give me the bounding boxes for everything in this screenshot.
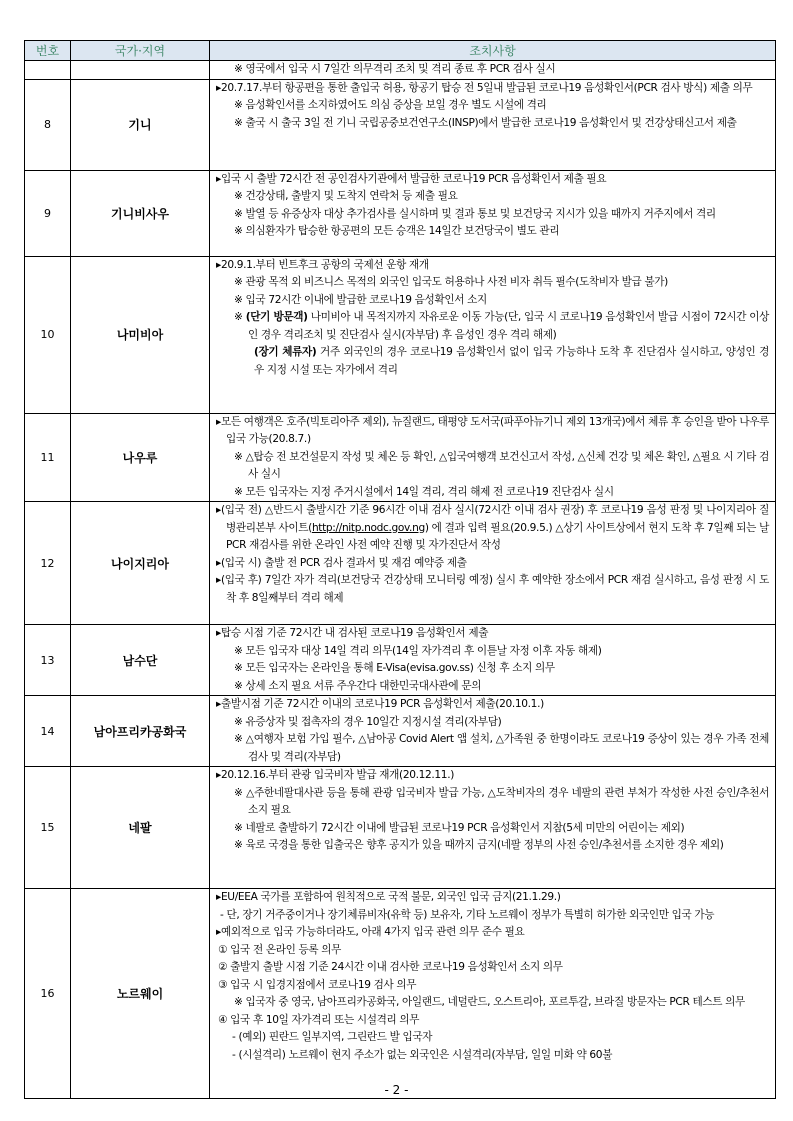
- empty-cell: [71, 61, 210, 80]
- measure-line: [216, 115, 769, 133]
- measure-line: [216, 80, 769, 98]
- measure-text: 나미비아 내 목적지까지 자유로운 이동 가능(단, 입국 시 코로나19 음성확인서 발급 시점이 72시간 이상인 경우 격리조치 및 진단검사 실시(자부담) 후 음성인 경우 격리 해제): [248, 311, 770, 341]
- measure-line: [216, 502, 769, 555]
- measure-text: ※ 입국자 중 영국, 남아프리카공화국, 아일랜드, 네덜란드, 오스트리아, 포르투갈, 브라질 방문자는 PCR 테스트 의무: [234, 996, 745, 1008]
- measure-line: [216, 820, 769, 838]
- table-row: [25, 502, 776, 625]
- measure-text: ※ 유증상자 및 접촉자의 경우 10일간 지정시설 격리(자부담): [234, 715, 502, 728]
- row-number: 15: [25, 767, 71, 889]
- measure-line: [216, 188, 769, 206]
- table-row: [25, 170, 776, 256]
- measure-text: ※ △주한네팔대사관 등을 통해 관광 입국비자 발급 가능, △도착비자의 경우 네팔의 관련 부처가 작성한 사전 승인/추천서 소지 필요: [234, 786, 769, 816]
- measure-text: ▸모든 여행객은 호주(빅토리아주 제외), 뉴질랜드, 태평양 도서국(파푸아뉴기니 제외 13개국)에서 체류 후 승인을 받아 나우루 입국 가능(20.8.7.): [216, 415, 769, 445]
- row-number: 9: [25, 170, 71, 256]
- page-number: - 2 -: [384, 1083, 409, 1097]
- table-header-row: [25, 41, 776, 61]
- measure-line: [216, 924, 769, 942]
- measure-line: [216, 206, 769, 224]
- measure-line: [216, 223, 769, 241]
- measures-cell: [210, 61, 776, 80]
- table-row: [25, 256, 776, 413]
- table-row-continued: [25, 61, 776, 80]
- header-country: 국가·지역: [71, 41, 210, 61]
- measure-line: [216, 1047, 769, 1065]
- row-number: 14: [25, 696, 71, 767]
- measure-link[interactable]: http://nitp.nodc.gov.ng: [311, 521, 425, 534]
- measure-line: [216, 309, 769, 344]
- measures-table: [24, 40, 776, 1099]
- measure-line: [216, 959, 769, 977]
- table-row: [25, 625, 776, 696]
- measures-cell: [210, 889, 776, 1099]
- measure-line: [216, 994, 769, 1012]
- measure-text: ※ 음성확인서를 소지하였어도 의심 증상을 보일 경우 별도 시설에 격리: [234, 99, 547, 111]
- country-name: 나미비아: [71, 256, 210, 413]
- measure-line: [216, 61, 769, 79]
- table-row: [25, 767, 776, 889]
- measure-line: [216, 1012, 769, 1030]
- country-name: 나이지리아: [71, 502, 210, 625]
- measure-text: ▸예외적으로 입국 가능하더라도, 아래 4가지 입국 관련 의무 준수 필요: [216, 926, 525, 938]
- measure-text: ※ 모든 입국자는 온라인을 통해 E-Visa(evisa.gov.ss) 신청 후 소지 의무: [234, 662, 555, 674]
- measure-line: [216, 942, 769, 960]
- measure-line: [216, 907, 769, 925]
- measure-text: ▸EU/EEA 국가를 포함하여 원칙적으로 국적 불문, 외국인 입국 금지(21.1.29.): [216, 891, 561, 903]
- measures-cell: [210, 767, 776, 889]
- measure-text: ▸20.12.16.부터 관광 입국비자 발급 재개(20.12.11.): [216, 769, 454, 781]
- measure-text: ③ 입국 시 입경지점에서 코로나19 검사 의무: [218, 978, 417, 991]
- measure-text: ② 출발지 출발 시점 기준 24시간 이내 검사한 코로나19 음성확인서 소지 의무: [218, 961, 563, 973]
- measure-line: [216, 449, 769, 484]
- measure-text: ※: [234, 311, 246, 323]
- measure-line: [216, 714, 769, 732]
- measure-line: [216, 837, 769, 855]
- measure-line: [216, 660, 769, 678]
- measure-line: [216, 1029, 769, 1047]
- measure-line: [216, 889, 769, 907]
- measure-text: - (예외) 핀란드 일부지역, 그린란드 발 입국자: [232, 1031, 433, 1043]
- measures-cell: [210, 625, 776, 696]
- measure-text: ※ 상세 소지 필요 서류 주우간다 대한민국대사관에 문의: [234, 679, 482, 692]
- measure-line: [216, 643, 769, 661]
- table-row: [25, 889, 776, 1099]
- measure-line: [216, 696, 769, 714]
- measure-text: ※ △여행자 보험 가입 필수, △남아공 Covid Alert 앱 설치, △가족원 중 한명이라도 코로나19 증상이 있는 경우 가족 전체 검사 및 격리(자부담): [234, 733, 769, 763]
- measure-text: ※ 네팔로 출발하기 72시간 이내에 발급된 코로나19 PCR 음성확인서 지참(5세 미만의 어린이는 제외): [234, 821, 685, 834]
- measure-line: [216, 171, 769, 189]
- measure-text: ※ 육로 국경을 통한 입출국은 향후 공지가 있을 때까지 금지(네팔 정부의 사전 승인/추천서를 소지한 경우 제외): [234, 839, 724, 851]
- measure-text: ▸탑승 시점 기준 72시간 내 검사된 코로나19 음성확인서 제출: [216, 627, 489, 639]
- measure-line: [216, 977, 769, 995]
- row-number: 13: [25, 625, 71, 696]
- measures-cell: [210, 502, 776, 625]
- measure-text: ▸20.9.1.부터 빈트후크 공항의 국제선 운항 재개: [216, 258, 429, 271]
- measure-line: [216, 484, 769, 502]
- measure-text: ※ 모든 입국자는 지정 주거시설에서 14일 격리, 격리 해제 전 코로나19 진단검사 실시: [234, 485, 614, 498]
- measure-text: ※ 발열 등 유증상자 대상 추가검사를 실시하며 및 결과 통보 및 보건당국 지시가 있을 때까지 거주지에서 격리: [234, 207, 716, 220]
- measure-line: [216, 344, 769, 379]
- measure-line: [216, 678, 769, 696]
- country-name: 네팔: [71, 767, 210, 889]
- measure-text: ▸20.7.17.부터 항공편을 통한 출입국 허용, 항공기 탑승 전 5일내 발급된 코로나19 음성확인서(PCR 검사 방식) 제출 의무: [216, 81, 753, 94]
- measure-text: 거주 외국인의 경우 코로나19 음성확인서 없이 입국 가능하나 도착 후 진단검사 실시하고, 양성인 경우 지정 시설 또는 자가에서 격리: [254, 346, 769, 376]
- measure-text: ▸출발시점 기준 72시간 이내의 코로나19 PCR 음성확인서 제출(20.10.1.): [216, 698, 544, 710]
- measure-line: [216, 292, 769, 310]
- measure-line: [216, 785, 769, 820]
- measure-text: ※ 건강상태, 출발지 및 도착지 연락처 등 제출 필요: [234, 190, 458, 202]
- row-number: 16: [25, 889, 71, 1099]
- measure-line: [216, 414, 769, 449]
- measure-text: ④ 입국 후 10일 자가격리 또는 시설격리 의무: [218, 1013, 420, 1026]
- measure-text: ▸(입국 전) △반드시 출발시간 기준 96시간 이내 검사 실시(72시간 이내 검사 권장) 후 코로나19 음성 판정 및 나이지리아 질병관리본부 사이트(: [216, 504, 769, 534]
- country-name: 노르웨이: [71, 889, 210, 1099]
- measure-text: ※ 영국에서 입국 시 7일간 의무격리 조치 및 격리 종료 후 PCR 검사 실시: [234, 63, 556, 75]
- measures-cell: [210, 696, 776, 767]
- measures-cell: [210, 413, 776, 502]
- measure-text: ① 입국 전 온라인 등록 의무: [218, 943, 342, 956]
- header-measures: 조치사항: [210, 41, 776, 61]
- header-number: 번호: [25, 41, 71, 61]
- table-row: [25, 79, 776, 170]
- measure-line: [216, 97, 769, 115]
- measures-cell: [210, 256, 776, 413]
- measure-emphasis: (장기 체류자): [254, 346, 317, 358]
- empty-cell: [25, 61, 71, 80]
- measure-text: - 단, 장기 거주중이거나 장기체류비자(유학 등) 보유자, 기타 노르웨이 정부가 특별히 허가한 외국인만 입국 가능: [220, 908, 715, 921]
- measures-cell: [210, 79, 776, 170]
- measure-line: [216, 767, 769, 785]
- table-row: [25, 413, 776, 502]
- country-name: 기니: [71, 79, 210, 170]
- measure-line: [216, 572, 769, 607]
- measure-text: ※ 출국 시 출국 3일 전 기니 국립공중보건연구소(INSP)에서 발급한 코로나19 음성확인서 및 건강상태신고서 제출: [234, 116, 737, 129]
- country-name: 기니비사우: [71, 170, 210, 256]
- measure-text: ※ 모든 입국자 대상 14일 격리 의무(14일 자가격리 후 이튿날 자정 이후 자동 해제): [234, 644, 602, 657]
- measure-text: ▸(입국 후) 7일간 자가 격리(보건당국 건강상태 모니터링 예정) 실시 후 예약한 장소에서 PCR 재검 실시하고, 음성 판정 시 도착 후 8일째부터 격리 해제: [216, 574, 769, 604]
- row-number: 11: [25, 413, 71, 502]
- measure-emphasis: (단기 방문객): [245, 311, 308, 323]
- measures-cell: [210, 170, 776, 256]
- measure-text: ※ 의심환자가 탑승한 항공편의 모든 승객은 14일간 보건당국이 별도 관리: [234, 225, 560, 237]
- measure-text: ※ 입국 72시간 이내에 발급한 코로나19 음성확인서 소지: [234, 293, 487, 306]
- country-name: 남아프리카공화국: [71, 696, 210, 767]
- measure-text: ▸입국 시 출발 72시간 전 공인검사기관에서 발급한 코로나19 PCR 음성확인서 제출 필요: [216, 172, 607, 185]
- measure-text: ) 에 결과 입력 필요(20.9.5.) △상기 사이트상에서 현지 도착 후 7일째 되는 날 PCR 재검사를 위한 온라인 사전 예약 진행 및 자가진단서 작성: [226, 521, 769, 551]
- measure-line: [216, 731, 769, 766]
- measure-text: ▸(입국 시) 출발 전 PCR 검사 결과서 및 재검 예약증 제출: [216, 556, 467, 569]
- country-name: 나우루: [71, 413, 210, 502]
- measure-line: [216, 257, 769, 275]
- table-row: [25, 696, 776, 767]
- row-number: 12: [25, 502, 71, 625]
- measure-text: ※ △탑승 전 보건설문지 작성 및 체온 등 확인, △입국여행객 보건신고서 작성, △신체 건강 및 체온 확인, △필요 시 기타 검사 실시: [234, 450, 769, 480]
- row-number: 8: [25, 79, 71, 170]
- measure-text: - (시설격리) 노르웨이 현지 주소가 없는 외국인은 시설격리(자부담, 일일 미화 약 60불: [232, 1048, 613, 1061]
- country-name: 남수단: [71, 625, 210, 696]
- measure-line: [216, 555, 769, 573]
- measure-text: ※ 관광 목적 외 비즈니스 목적의 외국인 입국도 허용하나 사전 비자 취득 필수(도착비자 발급 불가): [234, 276, 668, 288]
- measure-line: [216, 274, 769, 292]
- measure-line: [216, 625, 769, 643]
- row-number: 10: [25, 256, 71, 413]
